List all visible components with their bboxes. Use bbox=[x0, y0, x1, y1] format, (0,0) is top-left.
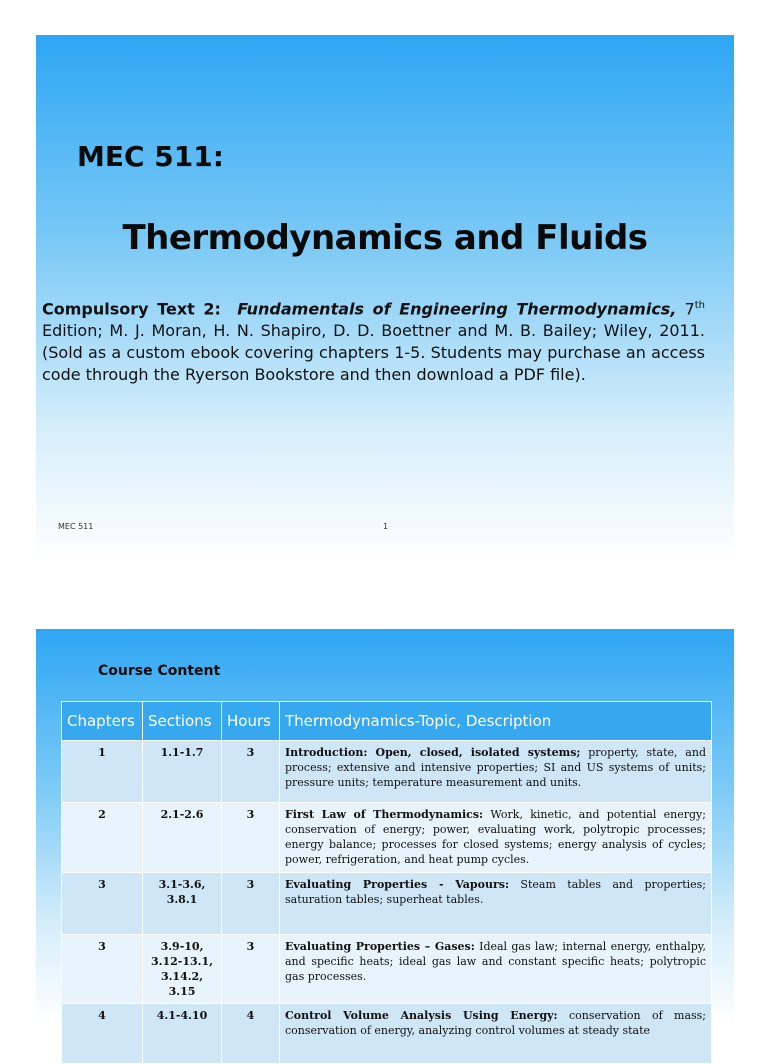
topic-title: Introduction: Open, closed, isolated systems; bbox=[285, 746, 581, 759]
hours-cell: 3 bbox=[222, 741, 280, 803]
text-label: Compulsory Text 2: bbox=[42, 299, 221, 319]
column-header-chapters: Chapters bbox=[62, 702, 143, 741]
course-content-heading: Course Content bbox=[98, 663, 221, 679]
hours-cell: 3 bbox=[222, 873, 280, 935]
slide-1 bbox=[36, 35, 734, 560]
slide-page-number: 1 bbox=[383, 522, 389, 531]
table-row bbox=[62, 873, 712, 935]
topic-cell bbox=[280, 873, 712, 935]
table-row bbox=[62, 803, 712, 873]
slide-footer-label: MEC 511 bbox=[58, 522, 94, 531]
topic-title: First Law of Thermodynamics: bbox=[285, 808, 484, 821]
text-rest: Edition; M. J. Moran, H. N. Shapiro, D. D. Boettner and M. B. Bailey; Wiley, 2011. (Sold as a custom ebook covering chapters 1-5. Students may purchase an access code through the Ryerson Bookstore and then download a PDF file). bbox=[42, 321, 705, 385]
topic-cell bbox=[280, 1004, 712, 1064]
text-edition-num: 7 bbox=[684, 299, 695, 319]
sections-cell: 3.1-3.6, 3.8.1 bbox=[143, 873, 222, 935]
compulsory-text-paragraph bbox=[42, 295, 705, 386]
table-header-row bbox=[62, 702, 712, 741]
table-row bbox=[62, 935, 712, 1004]
topic-description: property, state, and process; extensive and intensive properties; SI and US systems of units; pressure units; temperature measurement and units. bbox=[285, 746, 706, 789]
sections-cell: 1.1-1.7 bbox=[143, 741, 222, 803]
sections-cell: 3.9-10, 3.12-13.1, 3.14.2, 3.15 bbox=[143, 935, 222, 1004]
hours-cell: 3 bbox=[222, 935, 280, 1004]
chapter-cell: 4 bbox=[62, 1004, 143, 1064]
topic-description: Ideal gas law; internal energy, enthalpy, and specific heats; ideal gas law and constant specific heats; polytropic gas processes. bbox=[285, 940, 706, 983]
table-row bbox=[62, 1004, 712, 1064]
topic-description: Steam tables and properties; saturation tables; superheat tables. bbox=[285, 878, 706, 906]
sections-cell: 2.1-2.6 bbox=[143, 803, 222, 873]
chapter-cell: 3 bbox=[62, 935, 143, 1004]
chapter-cell: 3 bbox=[62, 873, 143, 935]
topic-title: Control Volume Analysis Using Energy: bbox=[285, 1009, 558, 1022]
column-header-sections: Sections bbox=[143, 702, 222, 741]
hours-cell: 4 bbox=[222, 1004, 280, 1064]
topic-description: Work, kinetic, and potential energy; conservation of energy; power, evaluating work, polytropic processes; energy balance; processes for closed systems; energy analysis of cycles; power, refrigeration, and heat pump cycles. bbox=[285, 808, 706, 866]
course-code: MEC 511: bbox=[77, 140, 224, 173]
topic-cell bbox=[280, 741, 712, 803]
topic-title: Evaluating Properties - Vapours: bbox=[285, 878, 510, 891]
chapter-cell: 2 bbox=[62, 803, 143, 873]
column-header-topic: Thermodynamics-Topic, Description bbox=[280, 702, 712, 741]
course-title: Thermodynamics and Fluids bbox=[122, 218, 648, 258]
topic-cell bbox=[280, 935, 712, 1004]
hours-cell: 3 bbox=[222, 803, 280, 873]
topic-title: Evaluating Properties – Gases: bbox=[285, 940, 475, 953]
table-row bbox=[62, 741, 712, 803]
topic-cell bbox=[280, 803, 712, 873]
course-content-table bbox=[61, 701, 712, 1064]
slide-2 bbox=[36, 629, 734, 1037]
chapter-cell: 1 bbox=[62, 741, 143, 803]
column-header-hours: Hours bbox=[222, 702, 280, 741]
text-book-title: Fundamentals of Engineering Thermodynamics, bbox=[237, 299, 677, 319]
topic-description: conservation of mass; conservation of energy, analyzing control volumes at steady state bbox=[285, 1009, 706, 1037]
sections-cell: 4.1-4.10 bbox=[143, 1004, 222, 1064]
text-edition-sup: th bbox=[694, 300, 706, 311]
